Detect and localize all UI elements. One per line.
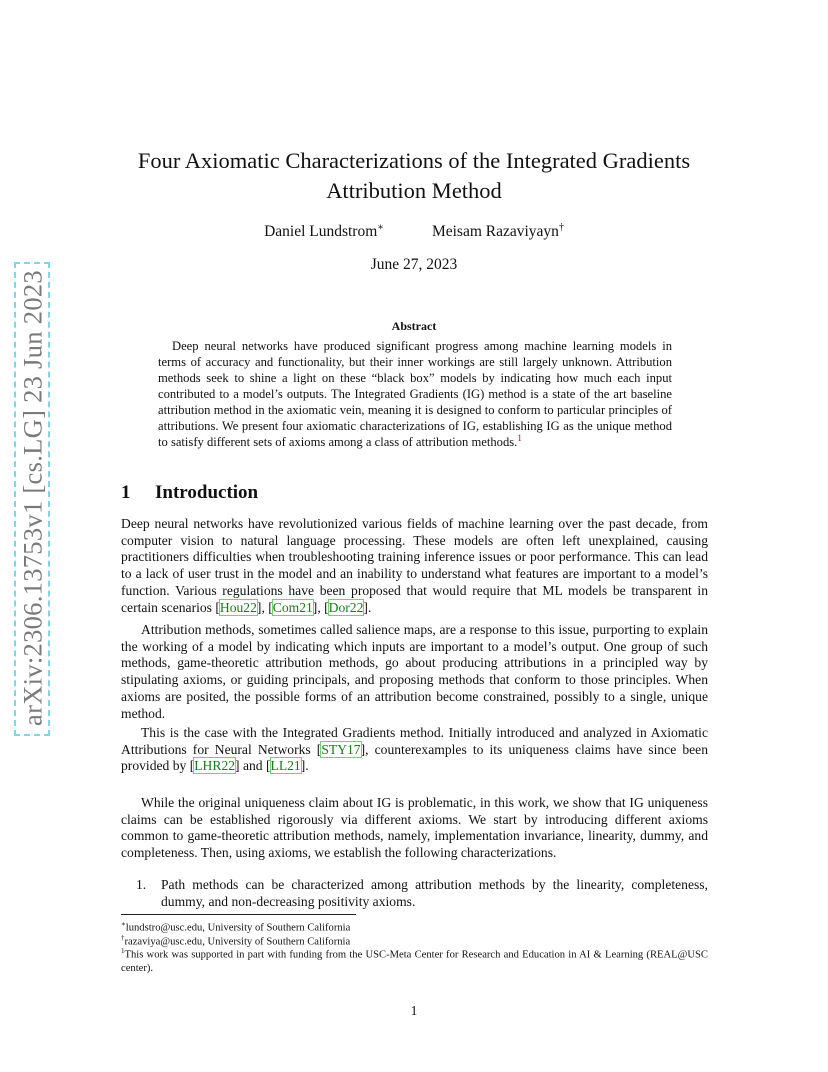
footnote-divider — [121, 914, 356, 915]
author-list — [110, 222, 718, 241]
author-mark: † — [558, 222, 564, 233]
paragraph-4: While the original uniqueness claim about IG is problematic, in this work, we show that IG uniqueness claims can be established rigorously via different axioms. We start by introducing different axioms common to game-theoretic attribution methods, namely, implementation invariance, linearity, dummy, and completeness. Then, using axioms, we establish the following characterizations. — [121, 795, 708, 861]
author-mark: ∗ — [377, 222, 385, 233]
abstract-text: Deep neural networks have produced significant progress among machine learning models in terms of accuracy and functionality, but their inner workings are still largely unknown. Attribution methods seek to shine a light on these “black box” models by indicating how much each input contributed to a model’s outputs. The Integrated Gradients (IG) method is a state of the art baseline attribution method in the axiomatic vein, meaning it is designed to conform to particular principles of attributions. We present four axiomatic characterizations of IG, establishing IG as the unique method to satisfy different sets of axioms among a class of attribution methods. — [158, 339, 672, 449]
footnote-text: This work was supported in part with funding from the USC-Meta Center for Research and Education in AI & Learning (REAL@USC center). — [121, 949, 708, 974]
page-number: 1 — [410, 1003, 418, 1018]
footnote-text: lundstro@usc.edu, University of Southern California — [125, 922, 351, 934]
footnote-mark: † — [121, 934, 125, 942]
list-text: Path methods can be characterized among attribution methods by the linearity, completeness, dummy, and non-decreasing positivity axioms. — [161, 877, 708, 909]
paragraph-text: and — [239, 758, 266, 774]
paragraph-text: Deep neural networks have revolutionized various fields of machine learning over the past decade, from computer vision to natural language processing. These models are often left unexplained, causing practitioners difficulties when troubleshooting training inference issues or poor performance. This can lead to a lack of user trust in the model and an inability to understand what features are important to a model’s function. Various regulations have been proposed that would require that ML models be transparent in certain scenarios — [121, 516, 708, 615]
paragraph-1: Deep neural networks have revolutionized various fields of machine learning over the past decade, from computer vision to natural language processing. These models are often left unexplained, causing practitioners difficulties when troubleshooting training inference issues or poor performance. This can lead to a lack of user trust in the model and an inability to understand what features are important to a model’s function. Various regulations have been proposed that would require that ML models be transparent in certain scenarios [Hou22], [Com21], [Dor22]. — [121, 516, 708, 615]
citation-link[interactable]: Dor22 — [328, 599, 364, 615]
author-1 — [264, 222, 384, 241]
separator: , — [261, 599, 269, 615]
section-heading — [121, 482, 258, 504]
arxiv-identifier[interactable]: arXiv:2306.13753v1 [cs.LG] 23 Jun 2023 — [17, 270, 48, 726]
footnote-mark: ∗ — [121, 920, 126, 928]
footnote-text: razaviya@usc.edu, University of Southern California — [124, 936, 351, 948]
author-name: Meisam Razaviyayn — [431, 223, 559, 241]
citation-link[interactable]: LHR22 — [194, 758, 236, 774]
abstract-body — [158, 338, 672, 450]
footnote-link[interactable]: 1 — [517, 432, 522, 443]
author-2 — [432, 222, 564, 241]
paragraph-3: This is the case with the Integrated Gradients method. Initially introduced and analyzed in Axiomatic Attributions for Neural Networks [STY17], counterexamples to its uniqueness claims have since been provided by [LHR22] and [LL21]. — [121, 725, 708, 774]
citation-link[interactable]: Hou22 — [219, 599, 257, 615]
punctuation: . — [367, 599, 372, 615]
list-item — [136, 877, 708, 910]
section-title: Introduction — [155, 482, 259, 503]
abstract-heading: Abstract — [391, 319, 437, 333]
punctuation: . — [305, 758, 309, 774]
author-name: Daniel Lundstrom — [264, 223, 378, 241]
paper-title: Four Axiomatic Characterizations of the Integrated Gradients Attribution Method — [137, 148, 691, 203]
citation-link[interactable]: Com21 — [272, 599, 313, 615]
separator: , — [317, 599, 325, 615]
citation-link[interactable]: LL21 — [270, 758, 301, 774]
paragraph-text: This is the case with the Integrated Gradients method. Initially introduced and analyzed in Axiomatic Attributions for Neural Networks — [121, 725, 708, 757]
citation-link[interactable]: STY17 — [321, 741, 361, 757]
footnote-mark: 1 — [121, 947, 125, 955]
paragraph-text: , counterexamples to its uniqueness claims have since been provided by — [121, 741, 708, 774]
list-number: 1. — [136, 877, 147, 892]
paragraph-2: Attribution methods, sometimes called salience maps, are a response to this issue, purporting to explain the working of a model by indicating which inputs are important to a model’s output. One group of such methods, game-theoretic attribution methods, go about producing attributions in a principled way by stipulating axioms, or guiding principals, and proposing methods that conform to those principles. When axioms are posited, the possible forms of an attribution become constrained, possibly to a single, unique method. — [121, 622, 708, 721]
publication-date: June 27, 2023 — [370, 256, 458, 273]
footnote-3 — [121, 945, 708, 975]
section-number: 1 — [121, 482, 131, 503]
